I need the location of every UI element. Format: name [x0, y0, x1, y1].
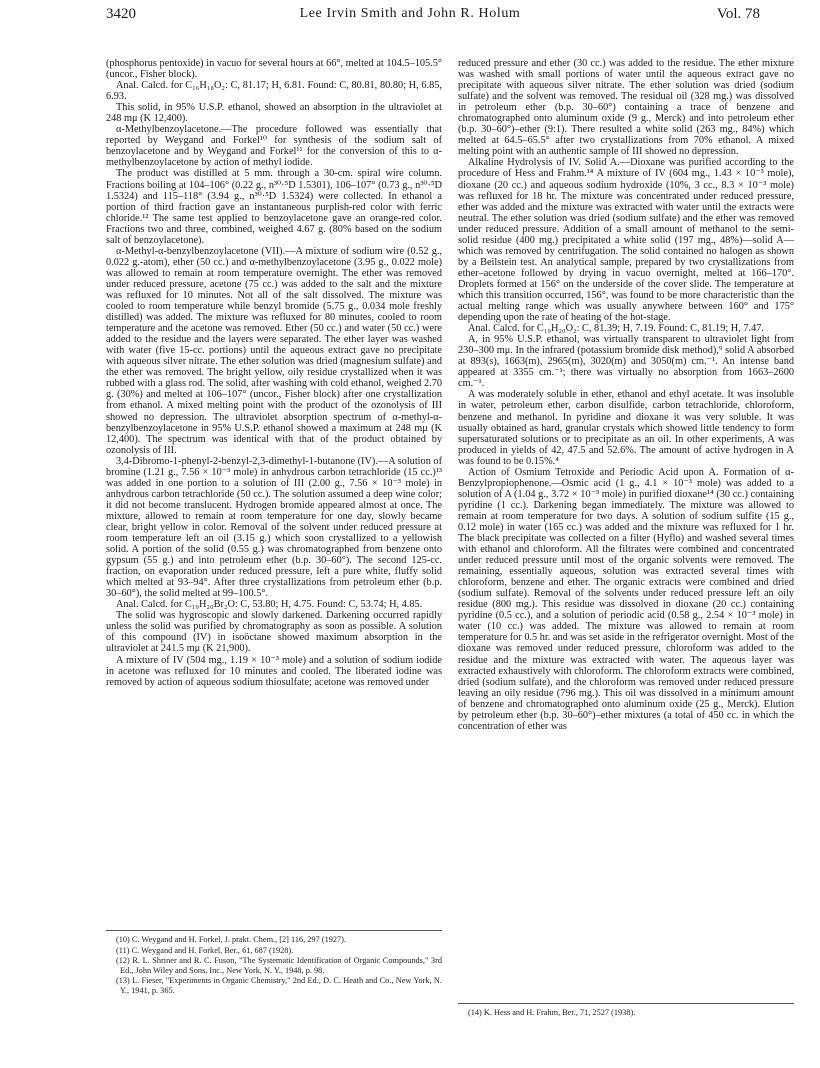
paragraph: (phosphorus pentoxide) in vacuo for several hours at 66°, melted at 104.5–105.5° (uncor., Fisher block).: [106, 58, 442, 81]
paragraph: The solid was hygroscopic and slowly darkened. Darkening occurred rapidly unless the solid was purified by chromatography as soon as possible. A solution of this compound (IV) in isoöctane showed maximum absorption in the ultraviolet at 241.5 mμ (K 21,900).: [106, 610, 442, 655]
footnote: (13) L. Fieser, "Experiments in Organic Chemistry," 2nd Ed., D. C. Heath and Co., New York, N. Y., 1941, p. 365.: [116, 976, 442, 995]
paragraph: A, in 95% U.S.P. ethanol, was virtually transparent to ultraviolet light from 230–300 mμ. In the infrared (potassium bromide disk method),⁹ solid A absorbed at 893(s), 1663(m), 2965(m), 3020(m) and 3050(m) cm.⁻¹. An intense band appeared at 3355 cm.⁻¹; there was virtually no absorption from 1663–2600 cm.⁻¹.: [458, 334, 794, 390]
paragraph: A was moderately soluble in ether, ethanol and ethyl acetate. It was insoluble in water, petroleum ether, carbon disulfide, carbon tetrachloride, chloroform, benzene and methanol. In pyridine and dioxane it was very soluble. It was usually obtained as hard, granular crystals which showed little tendency to form supersaturated solutions or to precipitate as an oil. In other experiments, A was produced in yields of 42, 47.5 and 52.6%. The amount of active hydrogen in A was found to be 0.15%.⁴: [458, 389, 794, 467]
paragraph: Anal. Calcd. for C₁₆H₁₈O₂: C, 81.17; H, 6.81. Found: C, 80.81, 80.80; H, 6.85, 6.93.: [106, 80, 442, 103]
running-authors: Lee Irvin Smith and John R. Holum: [299, 6, 521, 21]
paragraph: The product was distilled at 5 mm. through a 30-cm. spiral wire column. Fractions boiling at 104–106° (0.22 g., n³⁰·⁵D 1.5301), 106–107° (0.73 g., n³⁰·⁵D 1.5324) and 115–118° (3.94 g., n³⁰·⁵D 1.5324) were collected. In ethanol a portion of third fraction gave an instantaneous purplish-red color with ferric chloride.¹² The same test applied to benzoylacetone gave an orange-red color. Fractions two and three, combined, weighed 4.67 g. (80% based on the sodium salt of benzoylacetone).: [106, 168, 442, 246]
paragraph: α-Methyl-α-benzylbenzoylacetone (VII).—A mixture of sodium wire (0.52 g., 0.022 g.-atom), ether (50 cc.) and α-methylbenzoylacetone (3.95 g., 0.022 mole) was allowed to remain at room temperature overnight. The ether was removed under reduced pressure, acetone (75 cc.) was added to the salt and the mixture was refluxed for 10 minutes. Not all of the salt dissolved. The mixture was cooled to room temperature while benzyl bromide (5.75 g., 0.034 mole freshly distilled) was added. The mixture was refluxed for 80 minutes, cooled to room temperature and the acetone was removed. Ether (50 cc.) and water (50 cc.) were added to the residue and the layers were separated. The ether layer was washed with water (five 15-cc. portions) until the aqueous extract gave no precipitate with aqueous silver nitrate. The ether solution was dried (magnesium sulfate) and the ether was removed. The bright yellow, oily residue crystallized when it was rubbed with a glass rod. The solid, after washing with cold ethanol, weighed 2.70 g. (30%) and melted at 106–107° (uncor., Fisher block) after one crystallization from ethanol. A mixed melting point with the product of the ozonolysis of III showed no depression. The ultraviolet absorption spectrum of α-methyl-α-benzylbenzoylacetone in 95% U.S.P. ethanol showed a maximum at 248 mμ (K 12,400). The spectrum was identical with that of the product obtained by ozonolysis of III.: [106, 245, 442, 456]
footnote: (14) K. Hess and H. Frahm, Ber., 71, 2527 (1938).: [468, 1008, 636, 1017]
paragraph: This solid, in 95% U.S.P. ethanol, showed an absorption in the ultraviolet at 248 mμ (K 12,400).: [106, 102, 442, 125]
paragraph: Anal. Calcd. for C₁₉H₂₀Br₂O: C, 53.80; H, 4.75. Found: C, 53.74; H, 4.85.: [116, 599, 423, 611]
footnote-rule-left: [106, 930, 442, 931]
paragraph: A mixture of IV (504 mg., 1.19 × 10⁻³ mole) and a solution of sodium iodide in acetone was refluxed for 10 minutes and cooled. The liberated iodine was removed by action of aqueous sodium thiosulfate; acetone was removed under: [106, 654, 442, 688]
footnote-rule-right: [458, 1003, 794, 1004]
paragraph: Anal. Calcd. for C₁₉H₂₀O₂: C, 81.39; H, 7.19. Found: C, 81.19; H, 7.47.: [468, 323, 764, 335]
paragraph: 3,4-Dibromo-1-phenyl-2-benzyl-2,3-dimethyl-1-butanone (IV).—A solution of bromine (1.21 g., 7.56 × 10⁻³ mole) in anhydrous carbon tetrachloride (15 cc.)¹³ was added in one portion to a solution of III (2.00 g., 7.56 × 10⁻³ mole) in anhydrous carbon tetrachloride (50 cc.). The solution assumed a deep wine color; it did not become translucent. Hydrogen bromide appeared almost at once. The mixture, allowed to remain at room temperature for one day, slowly became clear, bright yellow in color. Removal of the solvent under reduced pressure at room temperature left an oil (3.15 g.) which soon crystallized to a yellowish solid. A portion of the solid (0.55 g.) was chromatographed from benzene onto gypsum (55 g.) and into petroleum ether (b.p. 30–60°). The second 125-cc. fraction, on evaporation under reduced pressure, left a pure white, fluffy solid which melted at 93–94°. After three crystallizations from petroleum ether (b.p. 30–60°), the solid melted at 99–100.5°.: [106, 455, 442, 600]
footnote: (12) R. L. Shriner and R. C. Fuson, "The Systematic Identification of Organic Compounds," 3rd Ed., John Wiley and Sons, Inc., New York, N. Y., 1948, p. 98.: [116, 956, 442, 975]
running-header: [0, 0, 820, 40]
right-footnotes: [458, 1008, 794, 1019]
paragraph: α-Methylbenzoylacetone.—The procedure followed was essentially that reported by Weygand and Forkel¹⁰ for synthesis of the sodium salt of benzoylacetone and by Weygand and Forkel¹¹ for the conversion of this to α-methylbenzoylacetone by action of methyl iodide.: [106, 124, 442, 169]
footnote: (11) C. Weygand and H. Forkel, Ber., 61, 687 (1928).: [116, 945, 294, 955]
left-column: [106, 58, 442, 688]
paragraph: Alkaline Hydrolysis of IV. Solid A.—Dioxane was purified according to the procedure of Hess and Frahm.¹⁴ A mixture of IV (604 mg., 1.43 × 10⁻³ mole), dioxane (20 cc.) and aqueous sodium hydroxide (10%, 3 cc., 8.3 × 10⁻³ mole) was refluxed for 18 hr. The mixture was concentrated under reduced pressure, ether was added and the mixture was extracted with water until the extracts were neutral. The ether solution was dried (sodium sulfate) and the ether was removed under reduced pressure. Addition of a small amount of methanol to the semi-solid residue (400 mg.) precipitated a white solid (197 mg., 48%)—solid A—which was removed by centrifugation. The solid contained no halogen as shown by a Beilstein test. An analytical sample, prepared by two crystallizations from ether–acetone followed by drying in vacuo overnight, melted at 166–170°. Droplets formed at 156° on the underside of the cover slide. The temperature at which this transition occurred, 156°, was found to be more characteristic than the actual melting range which was usually anywhere between 160° and 175° depending upon the rate of heating of the hot-stage.: [458, 157, 794, 324]
journal-volume: Vol. 78: [716, 6, 760, 22]
paragraph: reduced pressure and ether (30 cc.) was added to the residue. The ether mixture was washed with small portions of water until the aqueous extract gave no precipitate with aqueous silver nitrate. The ether solution was dried (sodium sulfate) and the solvent was removed. The residual oil (328 mg.) was dissolved in petroleum ether (b.p. 30–60°) containing a trace of benzene and chromatographed onto aluminum oxide (9 g., Merck) and into petroleum ether (b.p. 30–60°)–ether (9:1). There resulted a white solid (263 mg., 84%) which melted at 64.5–65.5° after two crystallizations from 70% ethanol. A mixed melting point with an authentic sample of III showed no depression.: [458, 58, 794, 158]
paragraph: Action of Osmium Tetroxide and Periodic Acid upon A. Formation of α-Benzylpropiophenone.—Osmic acid (1 g., 4.1 × 10⁻³ mole) was added to a solution of A (1.04 g., 3.72 × 10⁻³ mole) in purified dioxane¹⁴ (30 cc.) containing pyridine (1 cc.). Darkening began immediately. The mixture was allowed to remain at room temperature for two days. A solution of sodium sulfite (15 g., 0.12 mole) in water (165 cc.) was added and the mixture was refluxed for 1 hr. The black precipitate was collected on a filter (Hyflo) and washed several times with ethanol and chloroform. All the filtrates were combined and concentrated under reduced pressure until most of the organic solvents were removed. The remaining, essentially aqueous, solution was extracted several times with chloroform, benzene and ether. The organic extracts were combined and dried (sodium sulfate). Removal of the solvents under reduced pressure left an oily residue (800 mg.). This residue was dissolved in dioxane (20 cc.) containing pyridine (0.5 cc.), and a solution of periodic acid (0.58 g., 2.54 × 10⁻³ mole) in water (10 cc.) was added. The mixture was allowed to remain at room temperature for 0.5 hr. and was set aside in the refrigerator overnight. Most of the dioxane was removed under reduced pressure, chloroform was added to the residue and the mixture was extracted with water. The aqueous layer was extracted exhaustively with chloroform. The chloroform extracts were combined, dried (sodium sulfate), and the chloroform was removed under reduced pressure leaving an oily residue (796 mg.). This oil was dissolved in a minimum amount of benzene and chromatographed onto aluminum oxide (25 g., Merck). Elution by petroleum ether (b.p. 30–60°)–ether mixtures (a total of 450 cc. in which the concentration of ether was: [458, 466, 794, 732]
left-footnotes: [106, 935, 442, 996]
right-column: [458, 58, 794, 732]
footnote: (10) C. Weygand and H. Forkel, J. prakt. Chem., [2] 116, 297 (1927).: [116, 935, 346, 944]
page-number: 3420: [106, 6, 136, 22]
